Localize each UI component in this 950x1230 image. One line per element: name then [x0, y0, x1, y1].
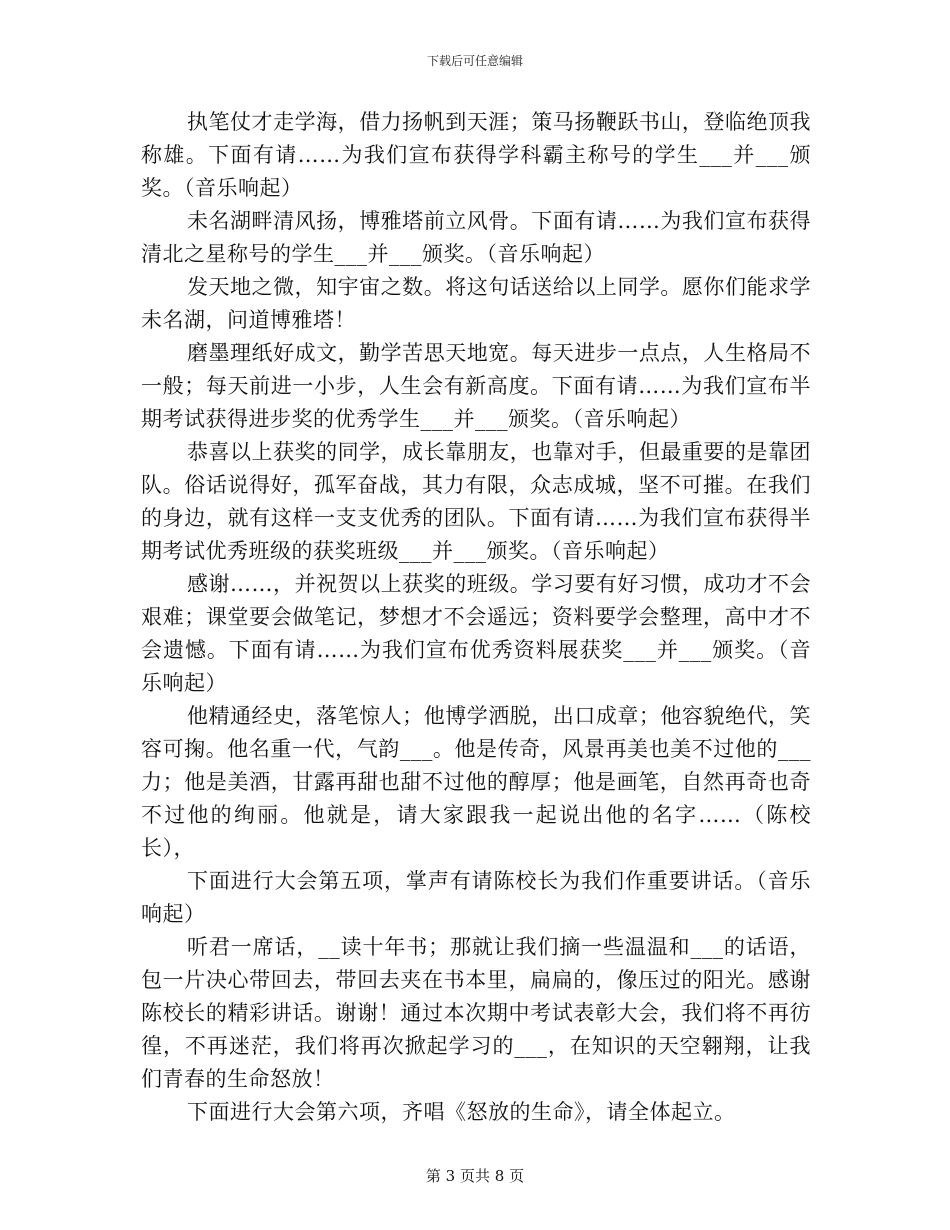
paragraph-3: 发天地之微，知宇宙之数。将这句话送给以上同学。愿你们能求学未名湖，问道博雅塔！ [141, 275, 811, 332]
paragraph-4: 磨墨理纸好成文，勤学苦思天地宽。每天进步一点点，人生格局不一般；每天前进一小步，人生会有新高度。下面有请……为我们宣布半期考试获得进步奖的优秀学生___并___颁奖。（音乐响起） [141, 341, 811, 431]
page-footer: 第 3 页共 8 页 [425, 1167, 525, 1185]
paragraph-5: 恭喜以上获奖的同学，成长靠朋友，也靠对手，但最重要的是靠团队。俗话说得好，孤军奋战，其力有限，众志成城，坚不可摧。在我们的身边，就有这样一支支优秀的团队。下面有请……为我们宣布获得半期考试优秀班级的获奖班级___并___颁奖。（音乐响起） [141, 440, 811, 563]
paragraph-2: 未名湖畔清风扬，博雅塔前立风骨。下面有请……为我们宣布获得清北之星称号的学生___并___颁奖。（音乐响起） [141, 209, 811, 266]
paragraph-1: 执笔仗才走学海，借力扬帆到天涯；策马扬鞭跃书山，登临绝顶我称雄。下面有请……为我们宣布获得学科霸主称号的学生___并___颁奖。（音乐响起） [141, 110, 811, 200]
paragraph-8: 下面进行大会第五项，掌声有请陈校长为我们作重要讲话。（音乐响起） [141, 869, 811, 926]
paragraph-6: 感谢……，并祝贺以上获奖的班级。学习要有好习惯，成功才不会艰难；课堂要会做笔记，梦想才不会遥远；资料要学会整理，高中才不会遗憾。下面有请……为我们宣布优秀资料展获奖___并___颁奖。（音乐响起） [141, 572, 811, 695]
page-header: 下载后可任意编辑 [426, 54, 523, 68]
paragraph-7: 他精通经史，落笔惊人；他博学洒脱，出口成章；他容貌绝代，笑容可掬。他名重一代，气韵___。他是传奇，风景再美也美不过他的___力；他是美酒，甘露再甜也甜不过他的醇厚；他是画笔，自然再奇也奇不过他的绚丽。他就是，请大家跟我一起说出他的名字……（陈校长）， [141, 704, 811, 860]
document-body [141, 106, 811, 1129]
paragraph-9: 听君一席话，__读十年书；那就让我们摘一些温温和___的话语，包一片决心带回去，带回去夹在书本里，扁扁的，像压过的阳光。感谢陈校长的精彩讲话。谢谢！通过本次期中考试表彰大会，我们将不再彷徨，不再迷茫，我们将再次掀起学习的___，在知识的天空翱翔，让我们青春的生命怒放！ [141, 935, 811, 1091]
paragraph-10: 下面进行大会第六项，齐唱《怒放的生命》，请全体起立。 [187, 1100, 736, 1124]
